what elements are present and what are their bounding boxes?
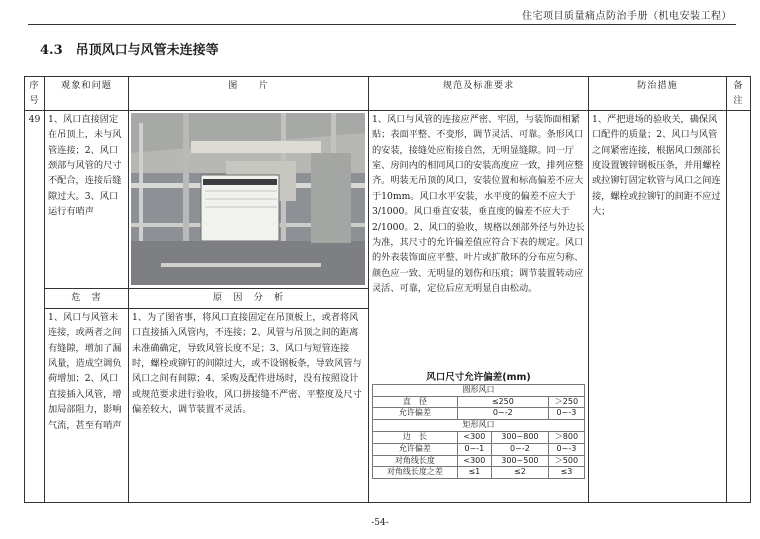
rect-cell: ≤3: [548, 467, 584, 479]
rect-cell: <300: [457, 455, 491, 467]
tolerance-table: [372, 384, 585, 479]
problems-cell: 1、风口直接固定在吊顶上，未与风管连接；2、风口颈部与风管的尺寸不配合，连接后缝隙过大。3、风口运行有哨声: [45, 110, 129, 288]
round-cell: 0~-3: [548, 408, 584, 420]
round-cell: 直 径: [373, 396, 458, 408]
rect-cell: ＞800: [548, 432, 584, 444]
header-rule: [28, 24, 736, 25]
rect-cell: 允许偏差: [373, 443, 458, 455]
rect-cell: ≤1: [457, 467, 491, 479]
rect-cell: 0~-2: [491, 443, 548, 455]
rect-cell: 对角线长度: [373, 455, 458, 467]
rect-cell: 0~-3: [548, 443, 584, 455]
manual-title: 住宅项目质量痛点防治手册（机电安装工程）: [522, 11, 732, 22]
header-phenomenon: 观象和问题: [45, 77, 129, 111]
hazards-cell: 1、风口与风管未连接，或两者之间有缝隙，增加了漏风量，造成空调负荷增加；2、风口直接插入风管，增加局部阻力，影响气流，甚至有哨声: [45, 308, 129, 502]
rect-cell: ≤2: [491, 467, 548, 479]
row-number: 49: [25, 110, 45, 502]
cause-label: 原 因 分 析: [129, 288, 369, 308]
header-image: 图 片: [129, 77, 369, 111]
round-cell: ＞250: [548, 396, 584, 408]
hazard-label: 危 害: [45, 288, 129, 308]
causes-cell: 1、为了图省事，将风口直接固定在吊顶板上，或者将风口直接插入风管内，不连接；2、风管与吊顶之间的距离未准确确定，导致风管长度不足；3、风口与短管连接时，螺栓或铆钉的间隙过大，或不设钢板条，导致风管与风口之间有间隙；4、采购及配件进场时，没有按照设计或规范要求进行验收，风口拼接缝不严密、平整度及尺寸偏差较大，调节装置不灵活。: [129, 308, 369, 502]
header-remark: 备注: [727, 77, 751, 111]
measures-cell: 1、严把进场的验收关，确保风口配件的质量；2、风口与风管之间紧密连接，根据风口颈部长度设置镀锌钢板压条，并用螺栓或拉铆钉固定软管与风口之间连接，螺栓或拉铆钉的间距不应过大；: [589, 110, 727, 502]
remark-cell: [727, 110, 751, 502]
rect-cell: 300~500: [491, 455, 548, 467]
standard-cell: [369, 110, 589, 502]
round-cell: 允许偏差: [373, 408, 458, 420]
header-measures: 防治措施: [589, 77, 727, 111]
tolerance-table-block: [372, 370, 585, 479]
round-cell: ≤250: [457, 396, 548, 408]
page-header: [0, 0, 760, 26]
rect-cell: 0~-1: [457, 443, 491, 455]
rect-cell: ＞500: [548, 455, 584, 467]
rect-cell: 300~800: [491, 432, 548, 444]
header-standard: 规范及标准要求: [369, 77, 589, 111]
round-cell: 0~-2: [457, 408, 548, 420]
defect-table: [24, 76, 751, 503]
header-seq: 序号: [25, 77, 45, 111]
section-title: 4.3 吊顶风口与风管未连接等: [40, 43, 219, 58]
rect-cell: <300: [457, 432, 491, 444]
standard-text: 1、风口与风管的连接应严密、牢固，与装饰面相紧贴；表面平整、不变形，调节灵活、可靠。条形风口的安装，接缝处应衔接自然，无明显缝隙。同一厅室、房间内的相同风口的安装高度应一致，排列应整齐。明装无吊顶的风口，安装位置和标高偏差不应大于10mm。风口水平安装，水平度的偏差不应大于3/1000。风口垂直安装，垂直度的偏差不应大于2/1000。2、风口的验收，规格以颈部外径与外边长为准，其尺寸的允许偏差值应符合下表的规定。风口的外表装饰面应平整、叶片或扩散环的分布应匀称、颜色应一致、无明显的划伤和压痕；调节装置转动应灵活、可靠，定位后应无明显自由松动。: [372, 113, 585, 295]
tolerance-title: 风口尺寸允许偏差(mm): [426, 371, 531, 383]
page-number: -54-: [371, 518, 389, 528]
rect-cell: 边 长: [373, 432, 458, 444]
ceiling-vent-photo: [131, 113, 365, 285]
photo-cell: [129, 110, 369, 288]
rect-vent-header: 矩形风口: [373, 420, 585, 432]
rect-cell: 对角线长度之差: [373, 467, 458, 479]
round-vent-header: 圆形风口: [373, 384, 585, 396]
